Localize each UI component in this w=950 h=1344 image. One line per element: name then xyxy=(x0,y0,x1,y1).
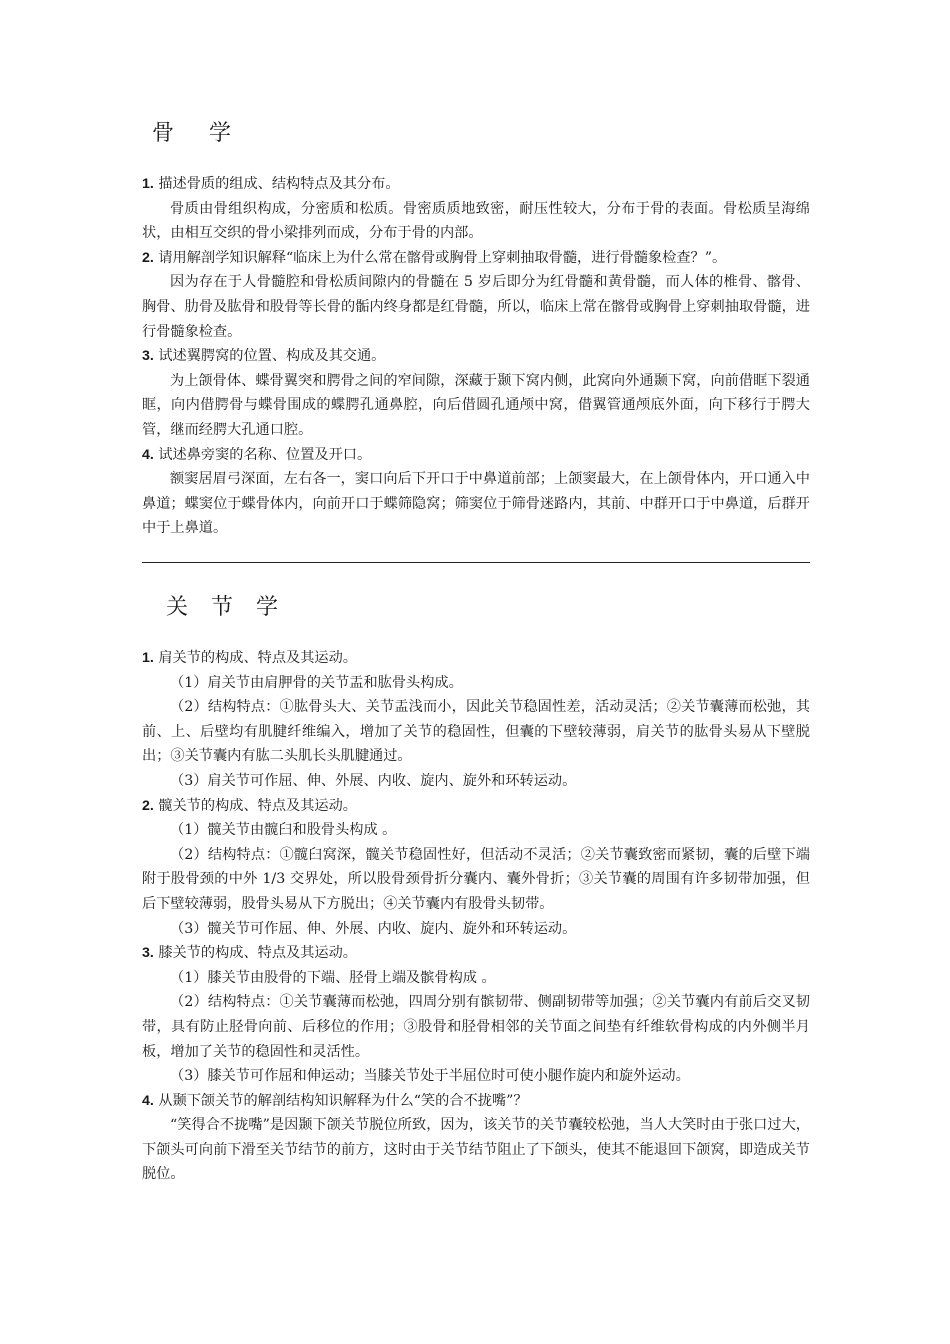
answer-paragraph: 为上颌骨体、蝶骨翼突和腭骨之间的窄间隙，深藏于颞下窝内侧，此窝向外通颞下窝，向前借眶下裂通眶，向内借腭骨与蝶骨围成的蝶腭孔通鼻腔，向后借圆孔通颅中窝，借翼管通颅底外面，向下移行于腭大管，继而经腭大孔通口腔。 xyxy=(142,372,810,438)
section-bone xyxy=(142,116,810,541)
section-title: 骨 学 xyxy=(152,121,245,146)
question-number: 2. xyxy=(142,797,154,814)
answer-paragraph: （2）结构特点：①关节囊薄而松弛，四周分别有髌韧带、侧副韧带等加强；②关节囊内有前后交叉韧带，具有防止胫骨向前、后移位的作用；③股骨和胫骨相邻的关节面之间垫有纤维软骨构成的内外侧半月板，增加了关节的稳固性和灵活性。 xyxy=(142,994,810,1060)
section-title: 关 节 学 xyxy=(166,595,286,620)
answer-paragraph: （3）肩关节可作屈、伸、外展、内收、旋内、旋外和环转运动。 xyxy=(170,772,577,789)
question-text: 从颞下颌关节的解剖结构知识解释为什么“笑的合不拢嘴”？ xyxy=(158,1092,528,1109)
question-number: 3. xyxy=(142,348,154,365)
question xyxy=(142,941,810,966)
question-text: 试述翼腭窝的位置、构成及其交通。 xyxy=(158,348,386,365)
question-text: 髋关节的构成、特点及其运动。 xyxy=(158,797,357,814)
question-number: 1. xyxy=(142,650,154,666)
question xyxy=(142,246,810,271)
section-joint xyxy=(142,590,810,1187)
answer-paragraph: （3）髋关节可作屈、伸、外展、内收、旋内、旋外和环转运动。 xyxy=(170,920,577,937)
section-divider xyxy=(142,562,810,563)
answer-paragraph: （1）肩关节由肩胛骨的关节盂和肱骨头构成。 xyxy=(170,674,463,691)
answer-paragraph: （3）膝关节可作屈和伸运动；当膝关节处于半屈位时可使小腿作旋内和旋外运动。 xyxy=(170,1068,690,1085)
question-text: 描述骨质的组成、结构特点及其分布。 xyxy=(158,176,400,192)
question-text: 请用解剖学知识解释“临床上为什么常在髂骨或胸骨上穿刺抽取骨髓，进行骨髓象检查？”。 xyxy=(158,249,727,266)
question xyxy=(142,172,810,197)
question-number: 4. xyxy=(142,446,154,463)
question-number: 2. xyxy=(142,249,154,266)
answer-paragraph: （2）结构特点：①肱骨头大、关节盂浅而小，因此关节稳固性差，活动灵活；②关节囊薄而松弛，其前、上、后壁均有肌腱纤维编入，增加了关节的稳固性，但囊的下壁较薄弱，肩关节的肱骨头易从下壁脱出；③关节囊内有肱二头肌长头肌腱通过。 xyxy=(142,699,810,765)
question xyxy=(142,794,810,819)
question-number: 4. xyxy=(142,1092,154,1109)
answer-paragraph: （2）结构特点：①髋臼窝深，髋关节稳固性好，但活动不灵活；②关节囊致密而紧韧，囊的后壁下端附于股骨颈的中外 1/3 交界处，所以股骨颈骨折分囊内、囊外骨折；③关节囊的周围有许多韧带加强，但后下壁较薄弱，股骨头易从下方脱出；④关节囊内有股骨头韧带。 xyxy=(142,846,810,912)
question-number: 1. xyxy=(142,176,154,192)
question xyxy=(142,646,810,671)
answer-paragraph: 额窦居眉弓深面，左右各一，窦口向后下开口于中鼻道前部；上颌窦最大，在上颌骨体内，开口通入中鼻道；蝶窦位于蝶骨体内，向前开口于蝶筛隐窝；筛窦位于筛骨迷路内，其前、中群开口于中鼻道，后群开中于上鼻道。 xyxy=(142,471,810,537)
answer-paragraph: 骨质由骨组织构成，分密质和松质。骨密质质地致密，耐压性较大，分布于骨的表面。骨松质呈海绵状，由相互交织的骨小梁排列而成，分布于骨的内部。 xyxy=(142,200,810,242)
answer-paragraph: “笑得合不拢嘴”是因颞下颌关节脱位所致，因为，该关节的关节囊较松弛，当人大笑时由于张口过大，下颌头可向前下滑至关节结节的前方，这时由于关节结节阻止了下颌头，使其不能退回下颌窝，即造成关节脱位。 xyxy=(142,1117,810,1183)
question-text: 试述鼻旁窦的名称、位置及开口。 xyxy=(158,446,372,463)
question-text: 膝关节的构成、特点及其运动。 xyxy=(158,945,357,962)
question xyxy=(142,344,810,369)
answer-paragraph: （1）髋关节由髋臼和股骨头构成 。 xyxy=(170,822,397,839)
question xyxy=(142,443,810,468)
question-number: 3. xyxy=(142,945,154,962)
question xyxy=(142,1089,810,1114)
answer-paragraph: （1）膝关节由股骨的下端、胫骨上端及髌骨构成 。 xyxy=(170,969,496,986)
answer-paragraph: 因为存在于人骨髓腔和骨松质间隙内的骨髓在 5 岁后即分为红骨髓和黄骨髓，而人体的椎骨、髂骨、胸骨、肋骨及肱骨和股骨等长骨的骺内终身都是红骨髓，所以，临床上常在髂骨或胸骨上穿刺抽取骨髓，进行骨髓象检查。 xyxy=(142,274,810,340)
question-text: 肩关节的构成、特点及其运动。 xyxy=(158,650,357,666)
